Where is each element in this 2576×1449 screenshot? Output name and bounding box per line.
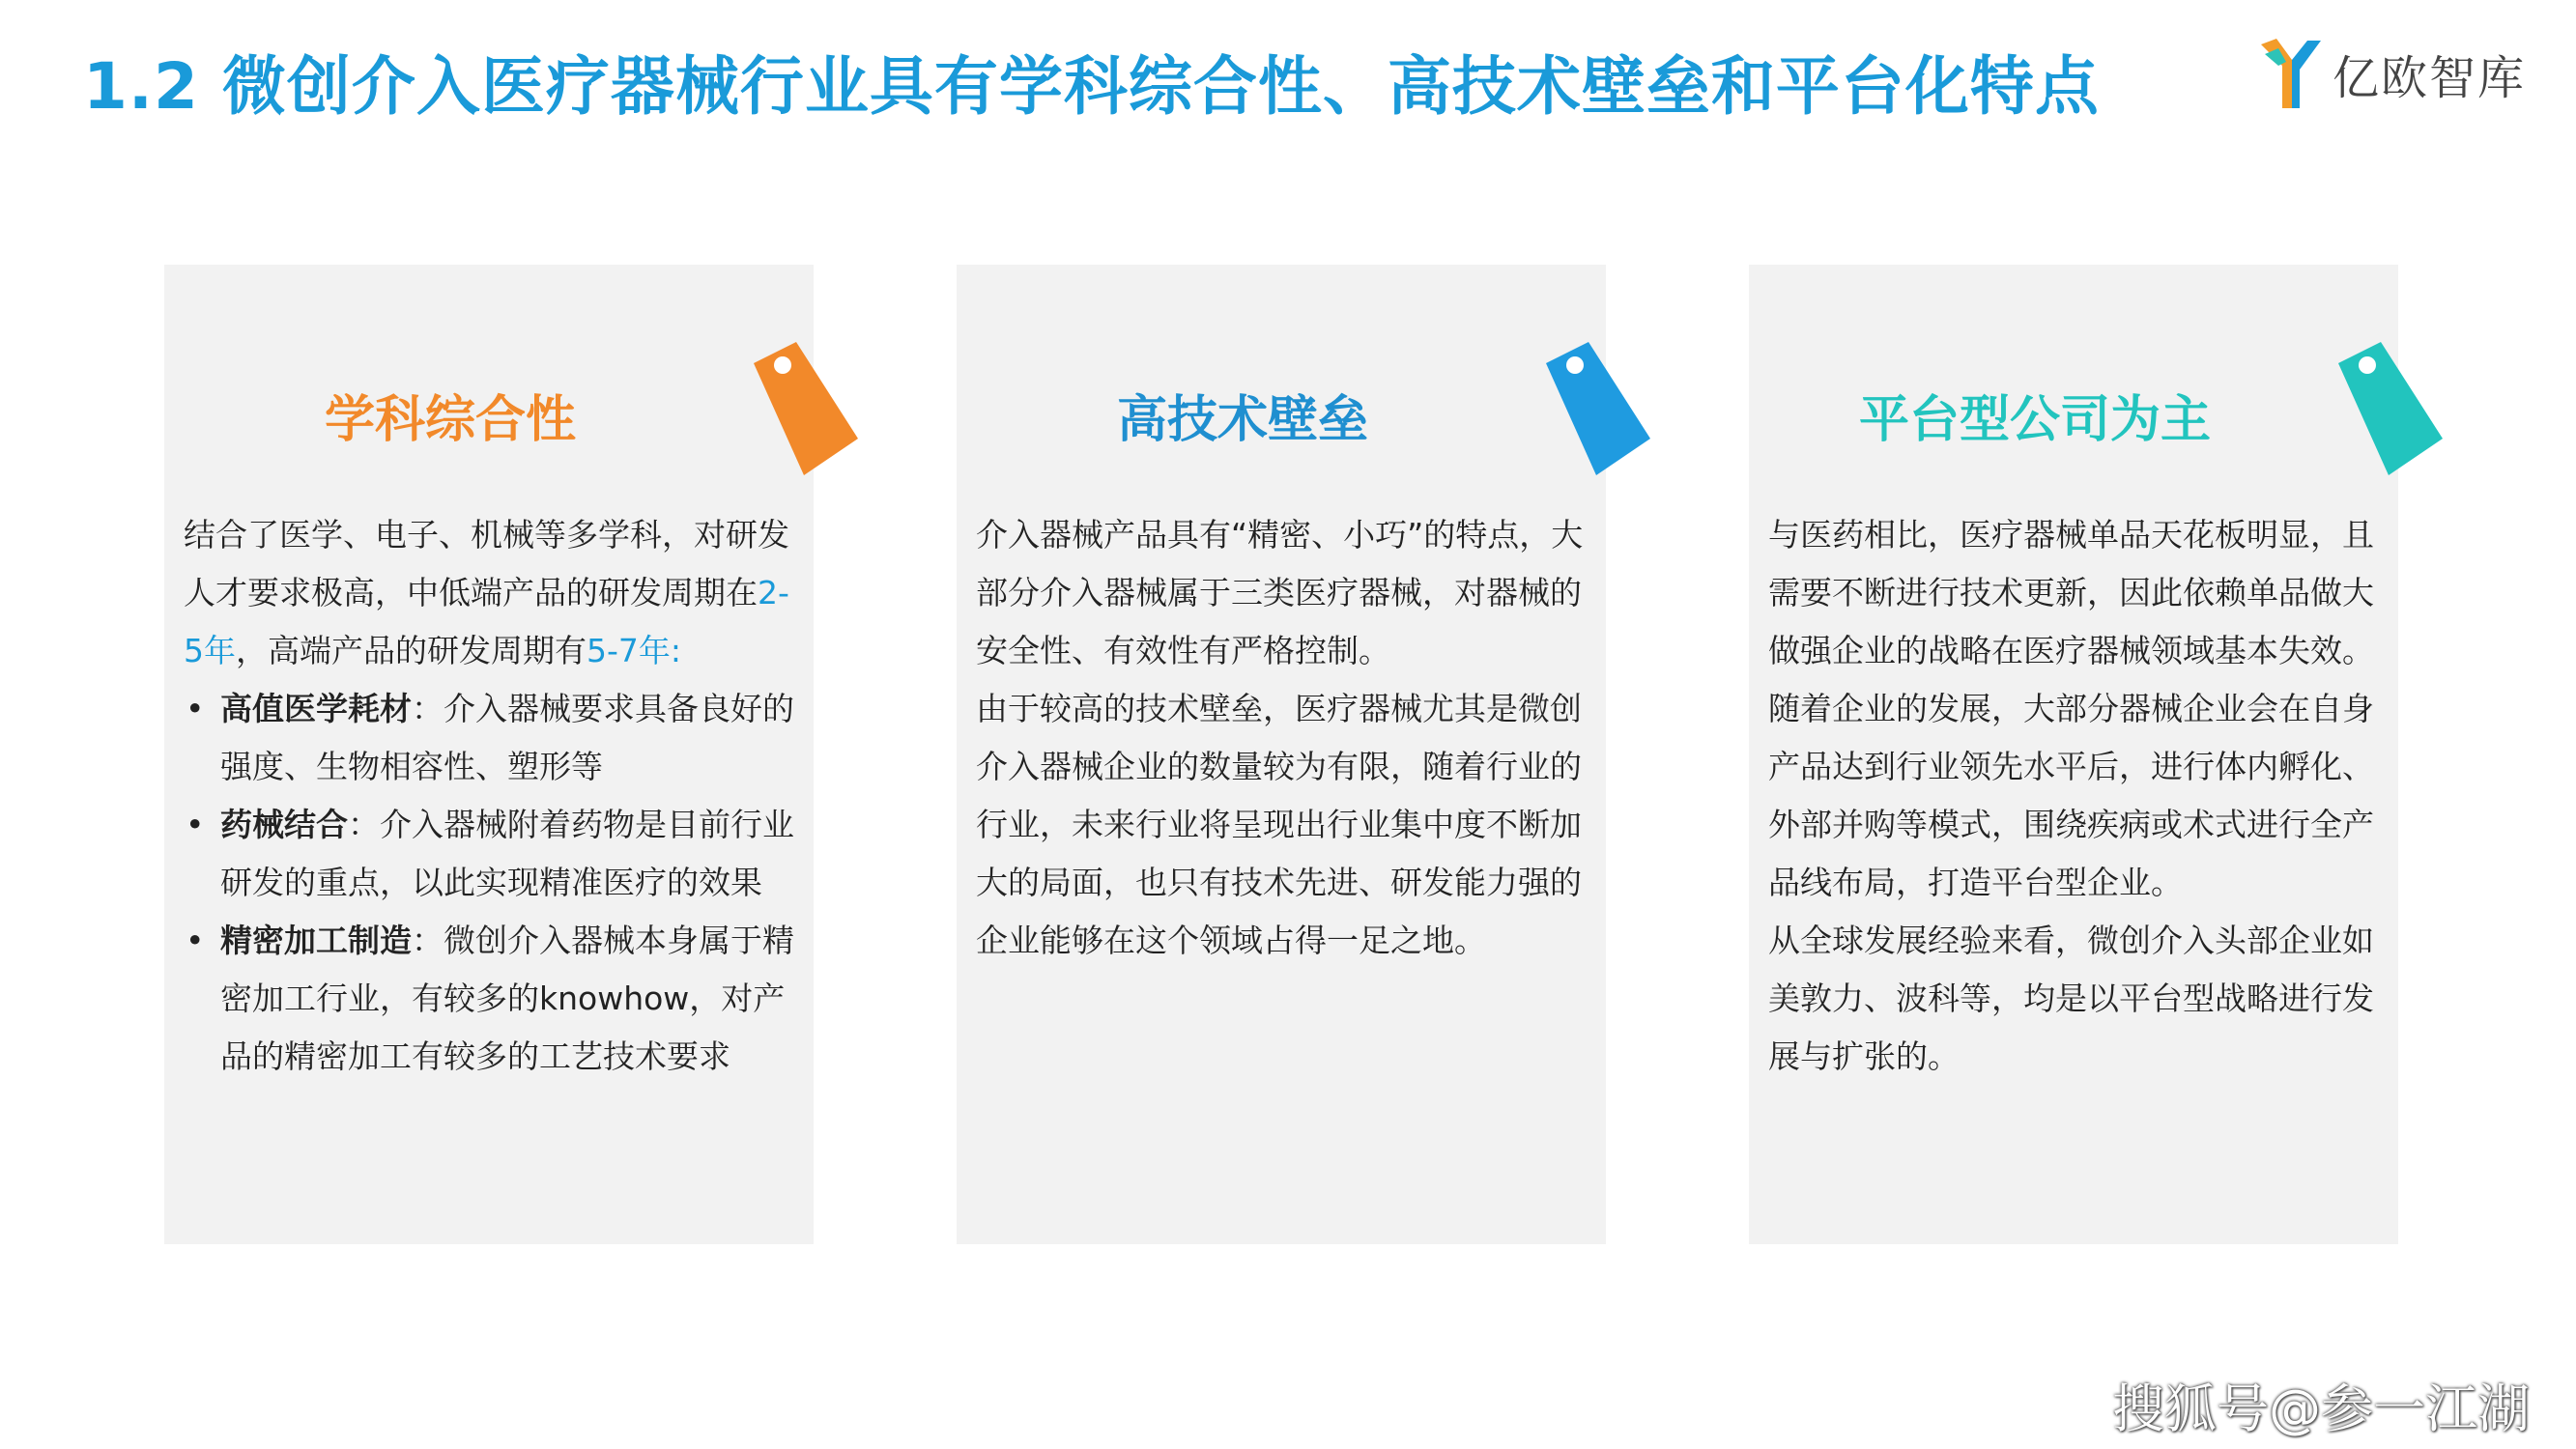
intro-text-2: ，高端产品的研发周期有 [236, 632, 587, 669]
card-title: 高技术壁垒 [1116, 391, 1368, 449]
card-title: 平台型公司为主 [1858, 391, 2211, 449]
logo-text: 亿欧智库 [2333, 50, 2527, 105]
tag-icon [754, 342, 870, 487]
card-tech-barrier [957, 265, 1606, 1244]
card-paragraph: 介入器械产品具有“精密、小巧”的特点，大部分介入器械属于三类医疗器械，对器械的安全性、有效性有严格控制。 [976, 516, 1584, 669]
card-platform [1749, 265, 2398, 1244]
tag-icon [2338, 342, 2454, 487]
list-item [184, 680, 798, 796]
card-body [184, 506, 798, 1086]
bullet-text: ：介入器械附着药物是目前行业研发的重点，以此实现精准医疗的效果 [220, 806, 794, 901]
card-discipline [164, 265, 814, 1244]
bullet-text: ：微创介入器械本身属于精密加工行业，有较多的knowhow，对产品的精密加工有较多的工艺技术要求 [220, 922, 794, 1075]
logo [2257, 37, 2526, 110]
card-body [1768, 506, 2383, 1086]
bullet-term: 高值医学耗材 [220, 690, 412, 727]
card-paragraph: 由于较高的技术壁垒，医疗器械尤其是微创介入器械企业的数量较为有限，随着行业的行业，未来行业将呈现出行业集中度不断加大的局面，也只有技术先进、研发能力强的企业能够在这个领域占得一足之地。 [976, 690, 1582, 959]
bullet-term: 精密加工制造 [220, 922, 412, 959]
yiou-logo-icon [2257, 37, 2325, 110]
card-title: 学科综合性 [324, 391, 576, 449]
bullet-term: 药械结合 [220, 806, 348, 843]
card-body [976, 506, 1590, 970]
card-paragraph: 随着企业的发展，大部分器械企业会在自身产品达到行业领先水平后，进行体内孵化、外部并购等模式，围绕疾病或术式进行全产品线布局，打造平台型企业。 [1768, 690, 2374, 901]
tag-icon [1546, 342, 1662, 487]
card-intro [184, 506, 798, 680]
bullet-text: ：介入器械要求具备良好的强度、生物相容性、塑形等 [220, 690, 794, 785]
list-item [184, 912, 798, 1086]
intro-highlight-low: 2-5年 [184, 574, 789, 669]
list-item [184, 796, 798, 912]
intro-highlight-high: 5-7年: [587, 632, 682, 669]
watermark: 搜狐号@参一江湖 [2112, 1378, 2530, 1439]
card-paragraph: 与医药相比，医疗器械单品天花板明显，且需要不断进行技术更新，因此依赖单品做大做强企业的战略在医疗器械领域基本失效。 [1768, 516, 2374, 669]
card-paragraph: 从全球发展经验来看，微创介入头部企业如美敦力、波科等，均是以平台型战略进行发展与扩张的。 [1768, 922, 2374, 1075]
page-title: 1.2 微创介入医疗器械行业具有学科综合性、高技术壁垒和平台化特点 [83, 49, 2100, 124]
bullet-list [184, 680, 798, 1086]
intro-text: 结合了医学、电子、机械等多学科，对研发人才要求极高，中低端产品的研发周期在 [184, 516, 789, 611]
